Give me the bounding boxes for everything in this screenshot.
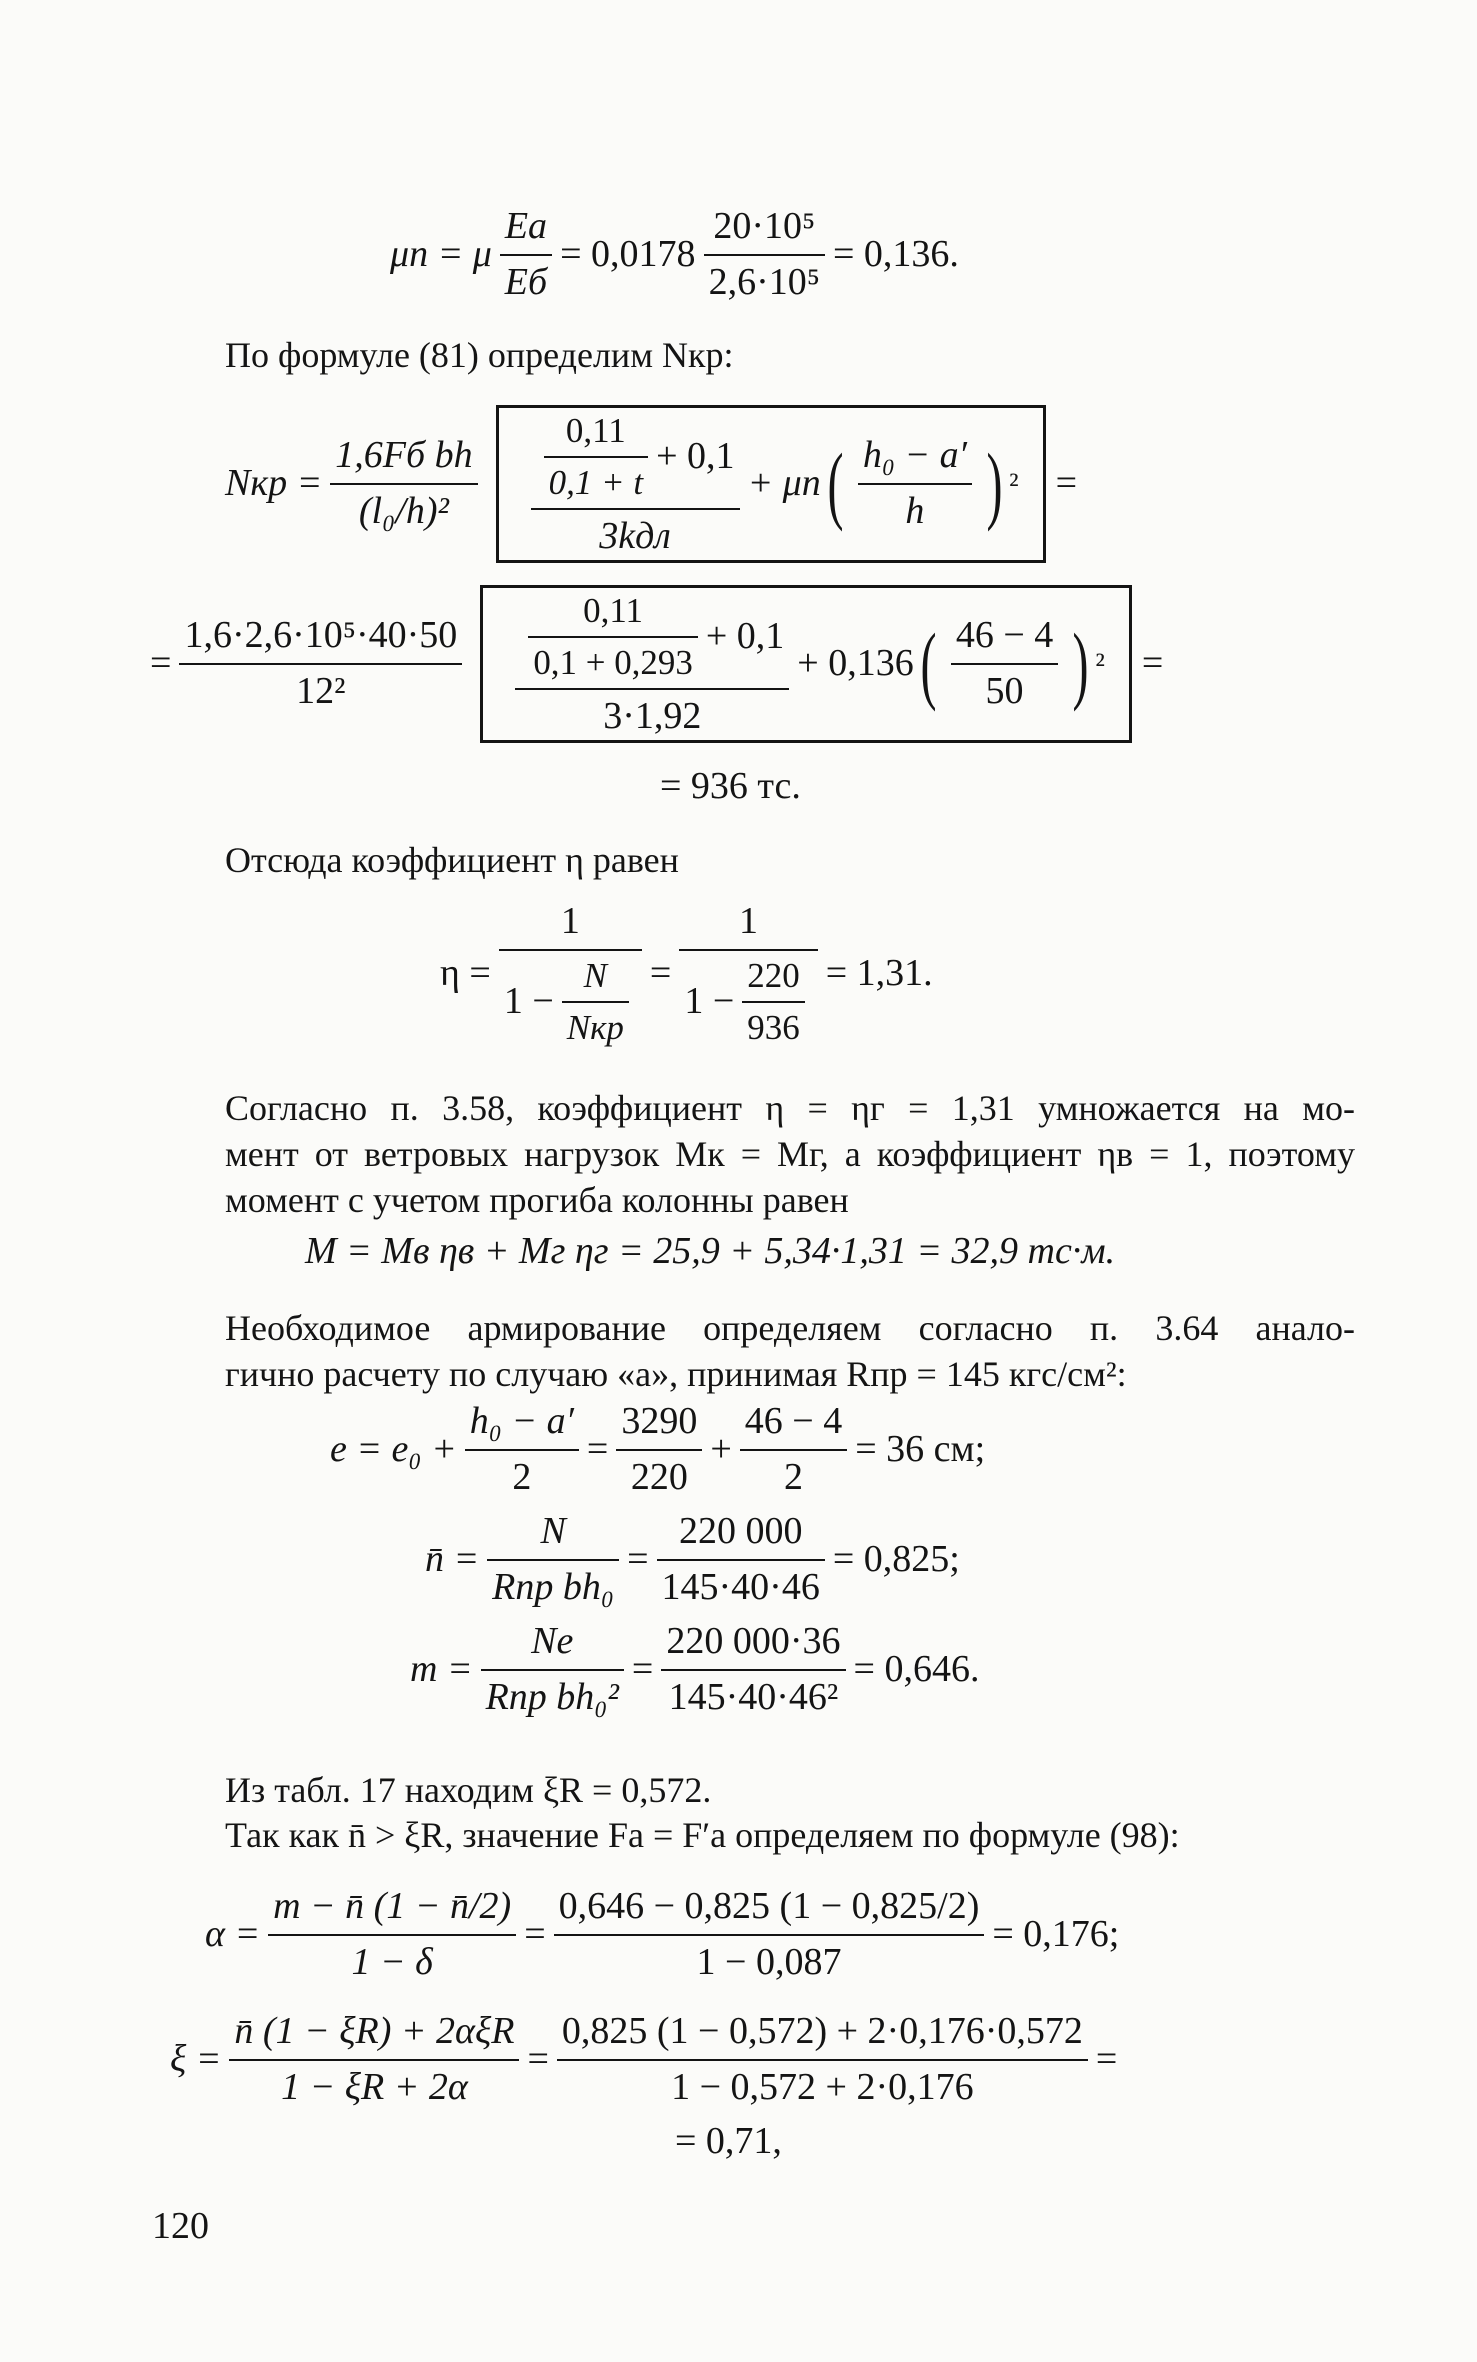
eta-frac2-one-minus: 1 − [684, 980, 735, 1023]
equation-ncr-numeric [150, 585, 1163, 743]
eq-m-frac2-num: 220 000·36 [666, 1620, 841, 1662]
eq-m-frac1 [481, 1620, 624, 1719]
eq1-mid: = 0,0178 [560, 232, 696, 275]
eq1-frac-values [704, 205, 825, 304]
ncr2-eq-sign: = [1141, 642, 1164, 685]
eq1-rhs: = 0,136. [832, 232, 959, 275]
ncr1-plus-mu: + μn [747, 462, 821, 505]
ncr2-big-frac [515, 589, 789, 739]
eta-mid: = [649, 952, 672, 995]
eta-220-over-936 [742, 956, 804, 1048]
ncr2-h-frac [951, 614, 1058, 713]
eq-m-frac1-den: Rпр bh₀² [485, 1675, 619, 1718]
equation-m [410, 1620, 979, 1719]
ncr1-coef-num: 1,6Fб bh [335, 434, 473, 477]
ncr1-big-den: 3kдл [599, 515, 671, 558]
ncr1-h-den: h [905, 490, 925, 533]
ncr1-coef-den: (l₀/h)² [358, 490, 449, 533]
eq-alpha-frac2-num: 0,646 − 0,825 (1 − 0,825/2) [558, 1885, 980, 1927]
paragraph-3-58 [225, 1085, 1355, 1223]
eq-e-frac2 [616, 1400, 702, 1499]
eq-e-plus: + [710, 1427, 732, 1470]
eta-n-over-ncr [562, 956, 629, 1048]
ncr2-h-num: 46 − 4 [955, 614, 1054, 657]
ncr1-lhs: Nкр = [225, 462, 323, 505]
eq1-frac-e-den: Eб [504, 260, 548, 303]
eq-e-rhs: = 36 см; [855, 1427, 986, 1470]
equation-alpha [205, 1885, 1119, 1984]
equation-xi [170, 2010, 1117, 2109]
eq-alpha-frac1-num: m − n̄ (1 − n̄/2) [273, 1885, 512, 1927]
eq-n-rhs: = 0,825; [832, 1537, 960, 1580]
ncr1-inner-den: 0,1 + t [548, 463, 644, 503]
eq-alpha-rhs: = 0,176; [992, 1912, 1120, 1955]
eq-m-frac1-num: Ne [531, 1620, 574, 1662]
eta-frac-numeric [679, 900, 817, 1048]
eq-xi-frac2 [557, 2010, 1088, 2109]
ncr1-h-frac [858, 434, 972, 533]
eta-frac1-one-minus: 1 − [503, 980, 554, 1023]
eq-n-frac2-den: 145·40·46 [661, 1565, 820, 1608]
paragraph-3-58-line3: момент с учетом прогиба колонны равен [225, 1180, 849, 1221]
ncr1-coef [330, 434, 477, 533]
eq-m-eq: = [631, 1647, 654, 1690]
ncr-result: = 936 тс. [660, 765, 801, 807]
eta-rhs: = 1,31. [825, 952, 933, 995]
eta-ncr: Nкр [566, 1007, 624, 1047]
eq-n-frac2 [657, 1510, 825, 1609]
eq-e-frac1-num: h₀ − a′ [469, 1400, 574, 1442]
eq-xi-frac2-den: 1 − 0,572 + 2·0,176 [671, 2065, 974, 2108]
eq-alpha-lhs: α = [205, 1912, 261, 1955]
ncr1-big-frac [531, 409, 740, 559]
ncr2-inner-den: 0,1 + 0,293 [533, 643, 693, 683]
eta-936: 936 [747, 1007, 800, 1047]
ncr1-h-num: h₀ − a′ [862, 434, 967, 477]
ncr1-square: ² [1009, 465, 1019, 501]
eq-xi-frac1 [229, 2010, 519, 2109]
ncr2-bracket [480, 585, 1132, 743]
eq-m-lhs: m = [410, 1647, 473, 1690]
eq-m-frac2-den: 145·40·46² [668, 1675, 839, 1718]
equation-n-bar [425, 1510, 960, 1609]
eq-m-frac2 [661, 1620, 845, 1719]
equation-ncr-general [225, 405, 1077, 563]
eq-xi-frac1-num: n̄ (1 − ξR) + 2αξR [234, 2010, 515, 2052]
eq-alpha-frac1 [268, 1885, 516, 1984]
eta-lhs: η = [440, 952, 491, 995]
eq-e-frac3-num: 46 − 4 [744, 1400, 843, 1442]
eq-alpha-frac2-den: 1 − 0,087 [696, 1940, 842, 1983]
eq-m-rhs: = 0,646. [853, 1647, 980, 1690]
ncr2-inner-num: 0,11 [583, 591, 644, 630]
equation-eta [440, 900, 933, 1048]
eq-xi-frac2-num: 0,825 (1 − 0,572) + 2·0,176·0,572 [561, 2010, 1083, 2052]
ncr2-coef-den: 12² [296, 670, 346, 713]
eq-n-lhs: n̄ = [425, 1537, 480, 1580]
eq-alpha-eq: = [524, 1912, 546, 1955]
eq-n-frac1 [487, 1510, 619, 1609]
eq-e-frac1 [465, 1400, 579, 1499]
eq-xi-eq: = [527, 2037, 549, 2080]
eta-n: N [583, 955, 607, 995]
equation-moment-text: M = Mв ηв + Mг ηг = 25,9 + 5,34·1,31 = 32,9 тс·м. [305, 1230, 1116, 1272]
ncr1-bracket [496, 405, 1046, 563]
eq-e-frac1-den: 2 [512, 1455, 532, 1498]
eq1-frac-values-den: 2,6·10⁵ [708, 260, 820, 303]
eq-n-eq: = [627, 1537, 649, 1580]
ncr1-inner-frac [544, 411, 648, 503]
eq-e-frac2-num: 3290 [621, 1400, 698, 1442]
eq-e-frac3-den: 2 [784, 1455, 803, 1498]
text-table-17: Из табл. 17 находим ξR = 0,572. [225, 1770, 712, 1810]
text-formula-98: Так как n̄ > ξR, значение Fа = F′а определяем по формуле (98): [225, 1815, 1180, 1855]
ncr1-eq-sign: = [1055, 462, 1078, 505]
eq1-frac-values-num: 20·10⁵ [713, 205, 816, 247]
xi-result: = 0,71, [675, 2120, 782, 2162]
ncr1-paren-right: ) [986, 434, 1003, 532]
ncr2-inner-frac [528, 591, 698, 683]
ncr2-big-den: 3·1,92 [603, 695, 702, 738]
ncr2-coef [179, 614, 462, 713]
eq-n-frac1-den: Rпр bh₀ [492, 1565, 615, 1608]
eq-xi-lhs: ξ = [170, 2037, 222, 2080]
eq-e-frac3 [740, 1400, 847, 1499]
eta-frac1-num: 1 [560, 900, 580, 942]
text-formula-81: По формуле (81) определим Nкр: [225, 335, 734, 375]
ncr2-square: ² [1095, 645, 1105, 681]
eq-e-lhs: e = e₀ + [330, 1427, 457, 1470]
eq-xi-frac1-den: 1 − ξR + 2α [281, 2065, 468, 2108]
paragraph-3-58-line2: мент от ветровых нагрузок Mк = Mг, а коэффициент ηв = 1, поэтому [225, 1134, 1355, 1175]
ncr2-h-den: 50 [985, 670, 1024, 713]
eta-frac2-num: 1 [739, 900, 759, 942]
page-number: 120 [152, 2205, 209, 2247]
eq-n-frac1-num: N [540, 1510, 566, 1552]
eq1-frac-e [500, 205, 552, 304]
ncr2-coef-num: 1,6·2,6·10⁵·40·50 [184, 614, 458, 657]
paragraph-3-64-line1: Необходимое армирование определяем согласно п. 3.64 анало- [225, 1308, 1355, 1348]
eq1-lhs: μn = μ [390, 232, 492, 275]
text-eta-intro: Отсюда коэффициент η равен [225, 840, 679, 880]
equation-e [330, 1400, 985, 1499]
equation-mu-n [390, 205, 959, 304]
paragraph-3-64 [225, 1305, 1355, 1397]
eta-220: 220 [747, 955, 800, 995]
eq-n-frac2-num: 220 000 [678, 1510, 803, 1552]
ncr2-plus-01: + 0,1 [705, 615, 785, 658]
ncr2-lhs: = [150, 642, 172, 685]
equation-moment [305, 1230, 1115, 1274]
ncr1-plus-01: + 0,1 [656, 435, 735, 478]
ncr2-paren-right: ) [1072, 614, 1089, 712]
ncr2-paren-left: ( [920, 614, 937, 712]
eq-e-eq: = [586, 1427, 609, 1470]
eq-alpha-frac1-den: 1 − δ [351, 1940, 433, 1983]
paragraph-3-64-line2: гично расчету по случаю «а», принимая Rпр = 145 кгс/см²: [225, 1354, 1127, 1395]
eq-e-frac2-den: 220 [630, 1455, 688, 1498]
eq-alpha-frac2 [554, 1885, 985, 1984]
eq1-frac-e-num: Eа [504, 205, 548, 247]
ncr1-inner-num: 0,11 [565, 411, 626, 450]
ncr2-plus-mu: + 0,136 [797, 642, 914, 685]
eq-xi-rhs: = [1095, 2037, 1118, 2080]
paragraph-3-58-line1: Согласно п. 3.58, коэффициент η = ηг = 1,31 умножается на мо- [225, 1088, 1355, 1128]
ncr1-paren-left: ( [827, 434, 844, 532]
eta-frac-symbolic [499, 900, 642, 1048]
